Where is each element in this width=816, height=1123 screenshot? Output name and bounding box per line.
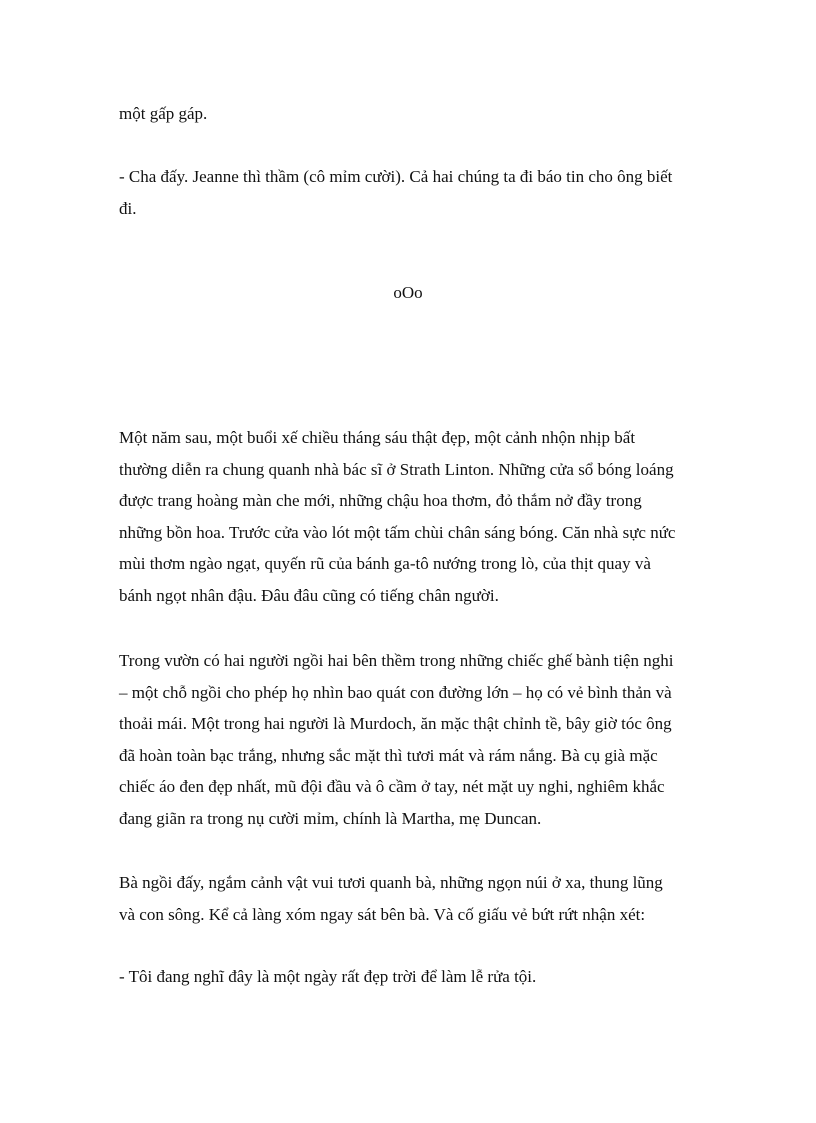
dialogue-paragraph xyxy=(119,161,699,224)
text-line: Một năm sau, một buổi xế chiều tháng sáu thật đẹp, một cảnh nhộn nhịp bất xyxy=(119,428,636,447)
text-line: và con sông. Kể cả làng xóm ngay sát bên bà. Và cố giấu vẻ bứt rứt nhận xét: xyxy=(119,904,646,924)
text-line: mùi thơm ngào ngạt, quyến rũ của bánh ga-tô nướng trong lò, của thịt quay và xyxy=(119,554,651,573)
text-line: những bồn hoa. Trước cửa vào lót một tấm chùi chân sáng bóng. Căn nhà sực nức xyxy=(119,522,676,542)
text-line: - Cha đấy. Jeanne thì thầm (cô mỉm cười). Cả hai chúng ta đi báo tin cho ông biết xyxy=(119,167,673,186)
top-fragment xyxy=(119,98,699,130)
text-line: thoải mái. Một trong hai người là Murdoch, ăn mặc thật chỉnh tề, bây giờ tóc ông xyxy=(119,714,672,733)
body-paragraph xyxy=(119,422,699,611)
text-line: - Tôi đang nghĩ đây là một ngày rất đẹp trời để làm lễ rửa tội. xyxy=(119,967,537,986)
text-line: đi. xyxy=(119,198,137,218)
text-line: Trong vườn có hai người ngồi hai bên thềm trong những chiếc ghế bành tiện nghi xyxy=(119,651,674,670)
text-line: Bà ngồi đấy, ngắm cảnh vật vui tươi quanh bà, những ngọn núi ở xa, thung lũng xyxy=(119,873,663,892)
text-line: đang giãn ra trong nụ cười mỉm, chính là Martha, mẹ Duncan. xyxy=(119,808,542,828)
text-line: một gấp gáp. xyxy=(119,104,208,123)
text-line: chiếc áo đen đẹp nhất, mũ đội đầu và ô cầm ở tay, nét mặt uy nghi, nghiêm khắc xyxy=(119,777,665,796)
dialogue-paragraph xyxy=(119,961,699,993)
body-paragraph xyxy=(119,645,699,834)
body-paragraph xyxy=(119,867,699,930)
text-line: – một chỗ ngồi cho phép họ nhìn bao quát con đường lớn – họ có vẻ bình thản và xyxy=(119,682,672,702)
text-line: bánh ngọt nhân đậu. Đâu đâu cũng có tiếng chân người. xyxy=(119,585,499,605)
text-line: thường diễn ra chung quanh nhà bác sĩ ở Strath Linton. Những cửa sổ bóng loáng xyxy=(119,459,674,479)
text-line: được trang hoàng màn che mới, những chậu hoa thơm, đỏ thắm nở đầy trong xyxy=(119,491,642,510)
text-line: đã hoàn toàn bạc trắng, nhưng sắc mặt thì tươi mát và rám nắng. Bà cụ già mặc xyxy=(119,745,658,765)
section-separator: oOo xyxy=(393,283,423,302)
